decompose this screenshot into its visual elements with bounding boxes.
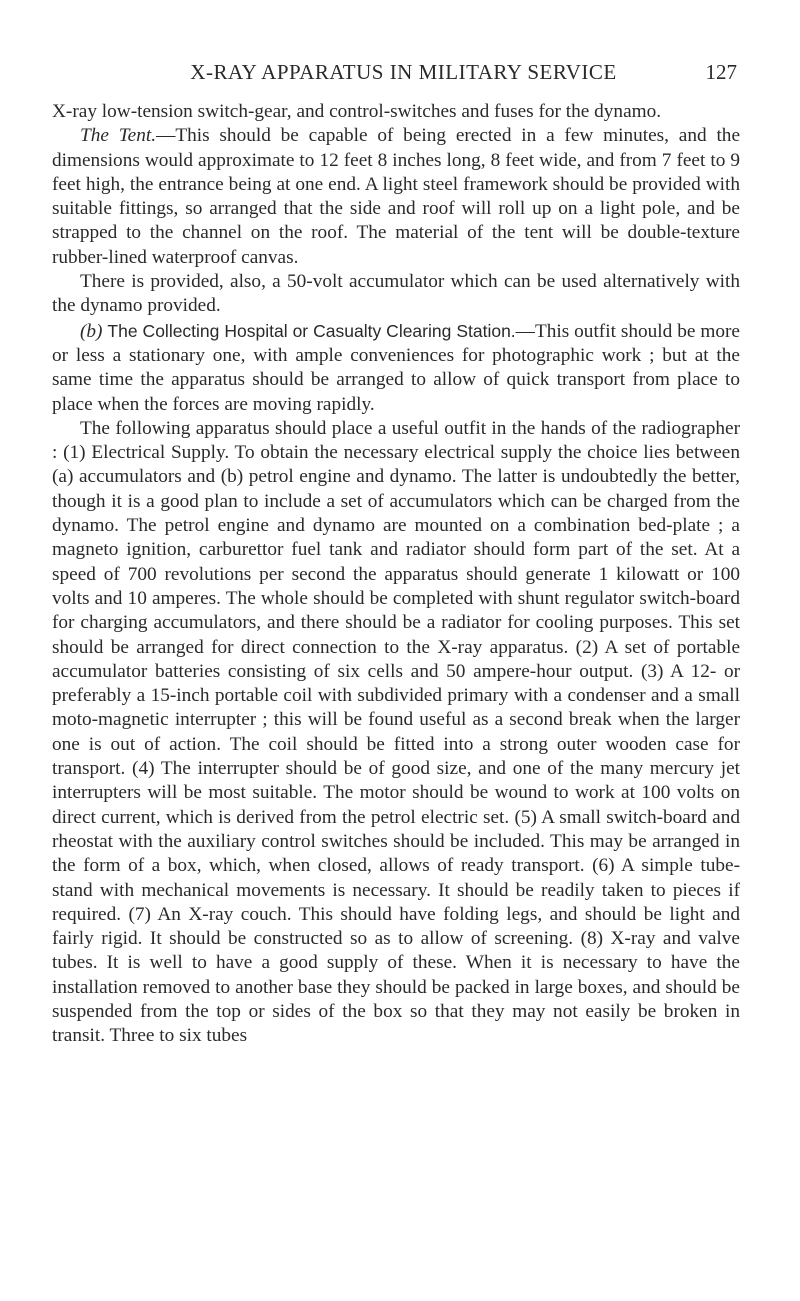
paragraph-text: X-ray low-tension switch-gear, and control-switches and fuses for the dynamo. bbox=[52, 101, 662, 122]
running-title: X-RAY APPARATUS IN MILITARY SERVICE bbox=[190, 60, 617, 84]
page-number: 127 bbox=[705, 60, 737, 84]
section-label-the-tent: The Tent. bbox=[80, 125, 157, 147]
paragraph-collecting-hospital bbox=[52, 319, 740, 417]
section-heading-collecting-hospital: The Collecting Hospital or Casualty Clearing Station. bbox=[107, 320, 516, 341]
paragraph-accumulator bbox=[52, 270, 740, 319]
paragraph-apparatus-list bbox=[52, 417, 740, 1049]
paragraph-text: —This outfit should be more or less a stationary one, with ample conveniences for photographic work ; but at the same time the apparatus should be arranged to allow of quick transport from place to place when the forces are moving rapidly. bbox=[52, 320, 740, 415]
paragraph-text: —This should be capable of being erected in a few minutes, and the dimensions would approximate to 12 feet 8 inches long, 8 feet wide, and from 7 feet to 9 feet high, the entrance being at one end. A light steel framework should be provided with suitable fittings, so arranged that the side and roof will roll up on a light pole, and be strapped to the channel on the roof. The material of the tent will be double-texture rubber-lined waterproof canvas. bbox=[52, 125, 741, 268]
section-marker-b: (b) bbox=[80, 320, 103, 342]
paragraph-text: The following apparatus should place a useful outfit in the hands of the radiographer : (1) Electrical Supply. To obtain the necessary electrical supply the choice lies between (a) accumulators and (b) petrol engine and dynamo. The latter is undoubtedly the better, though it is a good plan to include a set of accumulators which can be charged from the dynamo. The petrol engine and dynamo are mounted on a combination bed-plate ; a magneto ignition, carburettor fuel tank and radiator should form part of the set. At a speed of 700 revolutions per second the apparatus should generate 1 kilowatt or 100 volts and 10 amperes. The whole should be completed with shunt regulator switch-board for charging accumulators, and there should be a radiator for cooling purposes. This set should be arranged for direct connection to the X-ray apparatus. (2) A set of portable accumulator batteries consisting of six cells and 50 ampere-hour output. (3) A 12- or preferably a 15-inch portable coil with subdivided primary with a condenser and a small moto-magnetic interrupter ; this will be found useful as a second break when the larger one is out of action. The coil should be fitted into a strong outer wooden case for transport. (4) The interrupter should be of good size, and one of the many mercury jet interrupters will be most suitable. The motor should be wound to work at 100 volts on direct current, which is derived from the petrol electric set. (5) A small switch-board and rheostat with the auxiliary control switches should be included. This may be arranged in the form of a box, which, when closed, allows of ready transport. (6) A simple tube-stand with mechanical movements is necessary. It should be readily taken to pieces if required. (7) An X-ray couch. This should have folding legs, and should be light and fairly rigid. It should be constructed so as to allow of screening. (8) X-ray and valve tubes. It is well to have a good supply of these. When it is necessary to have the installation removed to another base they should be packed in large boxes, and should be suspended from the top or sides of the box so that they may not easily be broken in transit. Three to six tubes bbox=[52, 417, 740, 1047]
paragraph-dynamo-continuation bbox=[52, 100, 740, 124]
body-text bbox=[52, 100, 740, 1049]
paragraph-text: There is provided, also, a 50-volt accumulator which can be used alternatively with the dynamo provided. bbox=[52, 271, 740, 317]
paragraph-the-tent bbox=[52, 124, 740, 270]
running-head bbox=[70, 60, 737, 90]
